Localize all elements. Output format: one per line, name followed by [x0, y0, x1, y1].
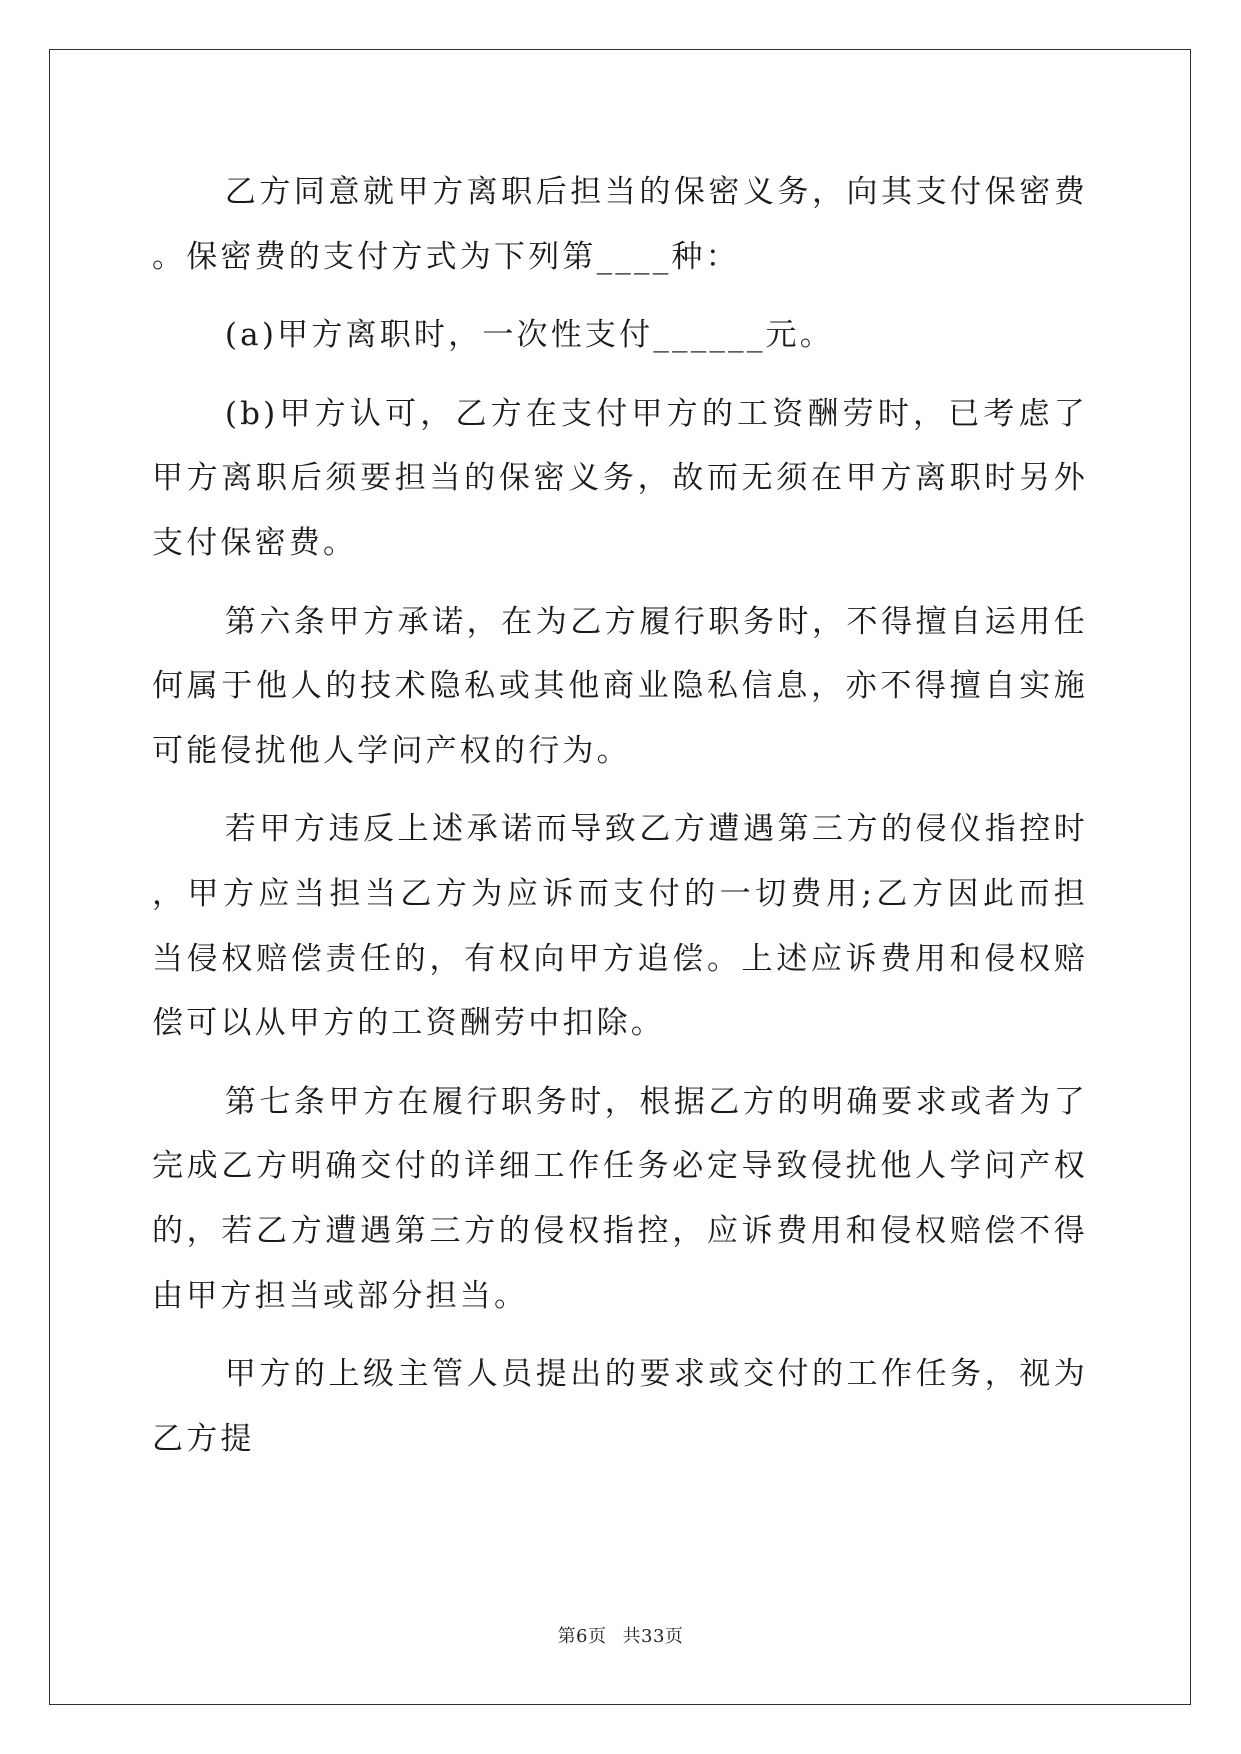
- paragraph-confidentiality-fee: 乙方同意就甲方离职后担当的保密义务，向其支付保密费。保密费的支付方式为下列第____种：: [152, 174, 1088, 275]
- paragraph-article-six: 第六条甲方承诺，在为乙方履行职务时，不得擅自运用任何属于他人的技术隐私或其他商业隐私信息，亦不得擅自实施可能侵扰他人学问产权的行为。: [152, 603, 1088, 769]
- paragraph-supervisor-tasks: 甲方的上级主管人员提出的要求或交付的工作任务，视为乙方提: [152, 1356, 1088, 1457]
- paragraph-infringement-liability: 若甲方违反上述承诺而导致乙方遭遇第三方的侵仪指控时，甲方应当担当乙方为应诉而支付的一切费用;乙方因此而担当侵权赔偿责任的，有权向甲方追偿。上述应诉费用和侵权赔偿可以从甲方的工资酬劳中扣除。: [152, 811, 1088, 1042]
- paragraph-option-a: (a)甲方离职时，一次性支付______元。: [224, 317, 834, 354]
- paragraph-option-b: (b)甲方认可，乙方在支付甲方的工资酬劳时，已考虑了甲方离职后须要担当的保密义务，故而无须在甲方离职时另外支付保密费。: [152, 395, 1088, 561]
- page-number: 第6页: [557, 1626, 607, 1647]
- document-body: [152, 160, 1088, 1471]
- page-total: 共33页: [622, 1626, 684, 1647]
- paragraph-article-seven: 第七条甲方在履行职务时，根据乙方的明确要求或者为了完成乙方明确交付的详细工作任务必定导致侵扰他人学问产权的，若乙方遭遇第三方的侵权指控，应诉费用和侵权赔偿不得由甲方担当或部分担当。: [152, 1083, 1088, 1314]
- page-footer: [0, 1622, 1241, 1648]
